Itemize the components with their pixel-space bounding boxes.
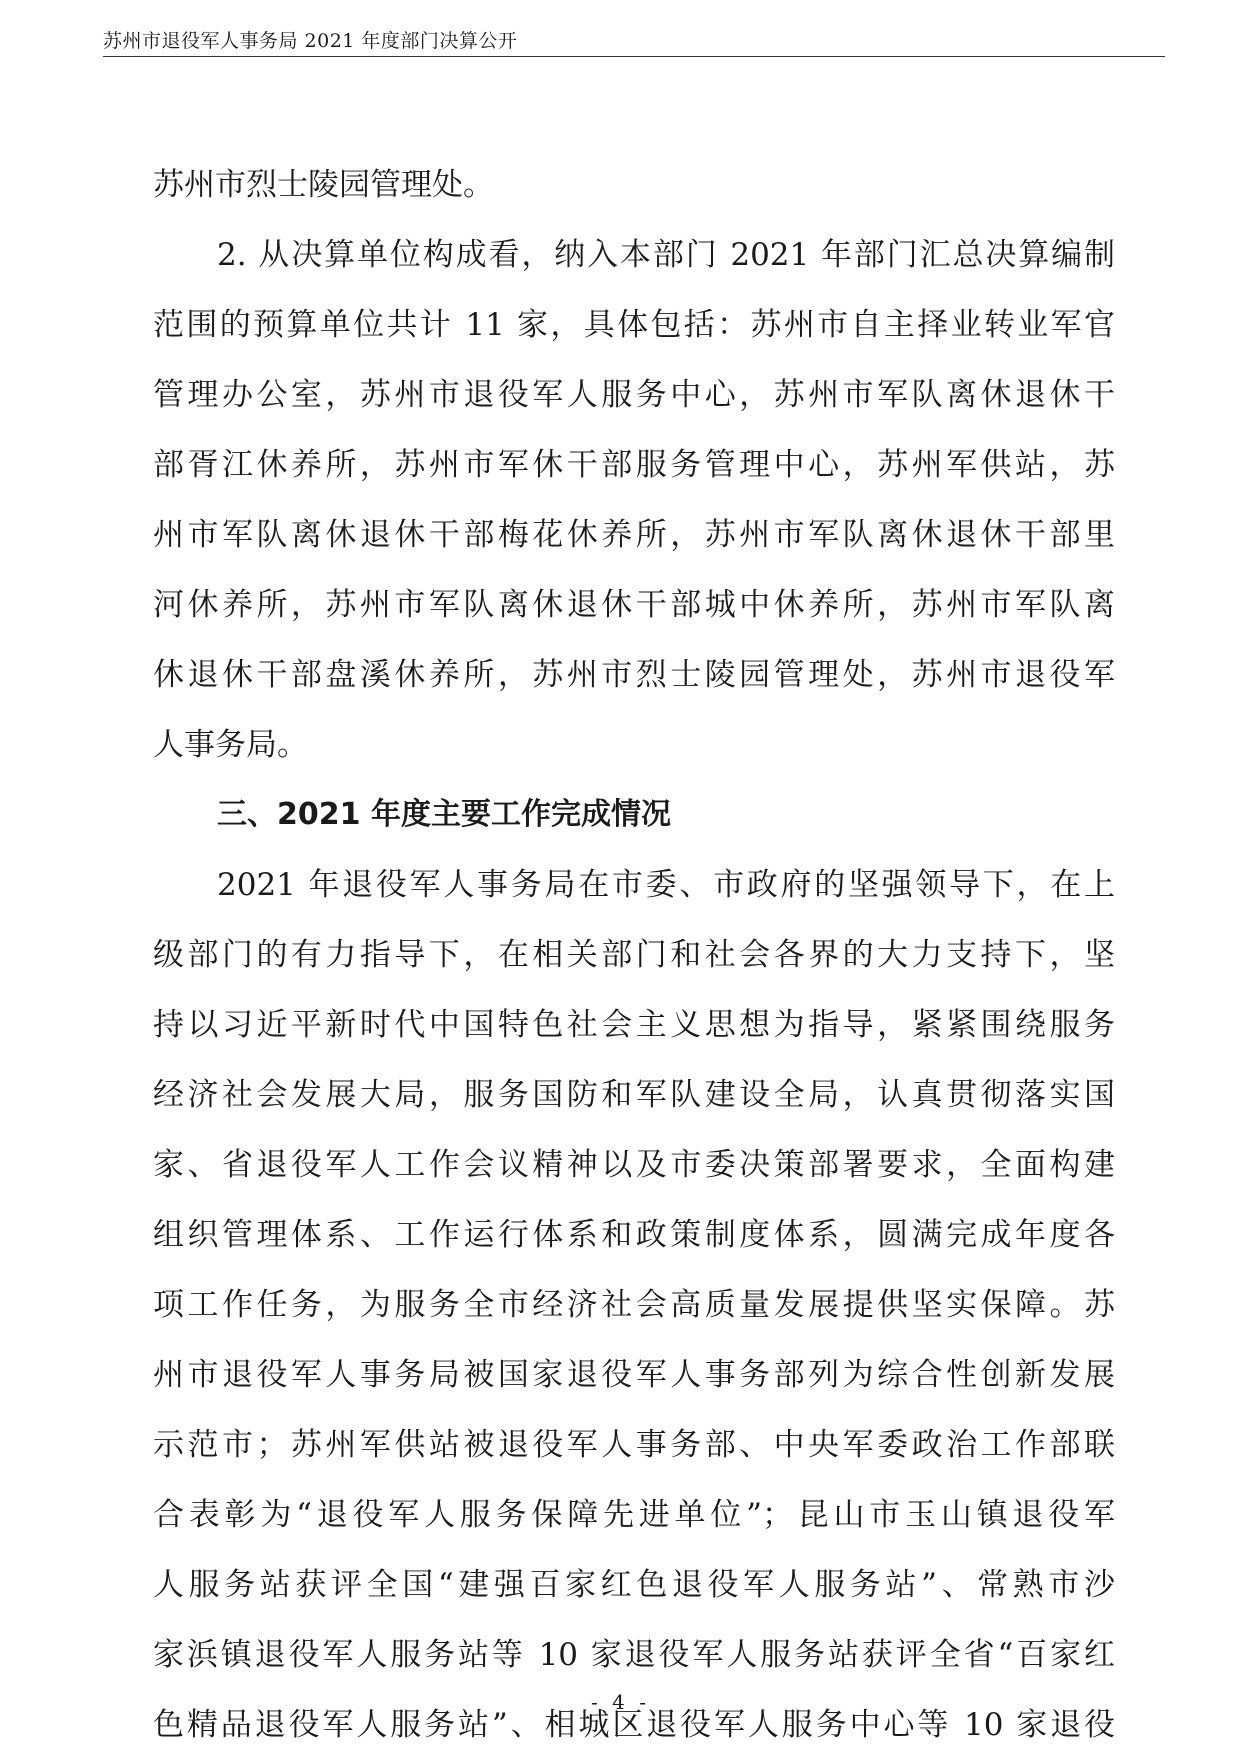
paragraph-line: 范围的预算单位共计 11 家，具体包括：苏州市自主择业转业军官 — [153, 307, 1115, 343]
paragraph-line: 部胥江休养所，苏州市军休干部服务管理中心，苏州军供站，苏 — [153, 447, 1115, 483]
paragraph-line: 项工作任务，为服务全市经济社会高质量发展提供坚实保障。苏 — [153, 1287, 1115, 1323]
paragraph-line: 家浜镇退役军人服务站等 10 家退役军人服务站获评全省“百家红 — [153, 1637, 1115, 1673]
paragraph-line: 管理办公室，苏州市退役军人服务中心，苏州市军队离休退休干 — [153, 377, 1115, 413]
paragraph-line: 2021 年退役军人事务局在市委、市政府的坚强领导下，在上 — [217, 867, 1115, 903]
paragraph-line: 合表彰为“退役军人服务保障先进单位”；昆山市玉山镇退役军 — [153, 1497, 1115, 1533]
paragraph-line: 经济社会发展大局，服务国防和军队建设全局，认真贯彻落实国 — [153, 1077, 1115, 1113]
paragraph-line: 组织管理体系、工作运行体系和政策制度体系，圆满完成年度各 — [153, 1217, 1115, 1253]
paragraph-line: 河休养所，苏州市军队离休退休干部城中休养所，苏州市军队离 — [153, 587, 1115, 623]
header-title: 苏州市退役军人事务局 2021 年度部门决算公开 — [103, 30, 518, 52]
paragraph-line: 州市退役军人事务局被国家退役军人事务部列为综合性创新发展 — [153, 1357, 1115, 1393]
paragraph-line: 色精品退役军人服务站”、相城区退役军人服务中心等 10 家退役 — [153, 1707, 1115, 1743]
section-heading: 三、2021 年度主要工作完成情况 — [217, 797, 671, 832]
paragraph-line: 2. 从决算单位构成看，纳入本部门 2021 年部门汇总决算编制 — [217, 237, 1115, 273]
page-header — [103, 22, 1165, 57]
page-number: - 4 - — [591, 1690, 650, 1714]
paragraph-line: 人服务站获评全国“建强百家红色退役军人服务站”、常熟市沙 — [153, 1567, 1115, 1603]
paragraph-line: 持以习近平新时代中国特色社会主义思想为指导，紧紧围绕服务 — [153, 1007, 1115, 1043]
paragraph-line: 家、省退役军人工作会议精神以及市委决策部署要求，全面构建 — [153, 1147, 1115, 1183]
paragraph-line: 休退休干部盘溪休养所，苏州市烈士陵园管理处，苏州市退役军 — [153, 657, 1115, 693]
document-body — [153, 150, 1115, 1760]
paragraph-line: 人事务局。 — [153, 727, 308, 763]
paragraph-line: 级部门的有力指导下，在相关部门和社会各界的大力支持下，坚 — [153, 937, 1115, 973]
paragraph-line: 示范市；苏州军供站被退役军人事务部、中央军委政治工作部联 — [153, 1427, 1115, 1463]
paragraph-line: 州市军队离休退休干部梅花休养所，苏州市军队离休退休干部里 — [153, 517, 1115, 553]
paragraph-line: 苏州市烈士陵园管理处。 — [153, 167, 494, 203]
